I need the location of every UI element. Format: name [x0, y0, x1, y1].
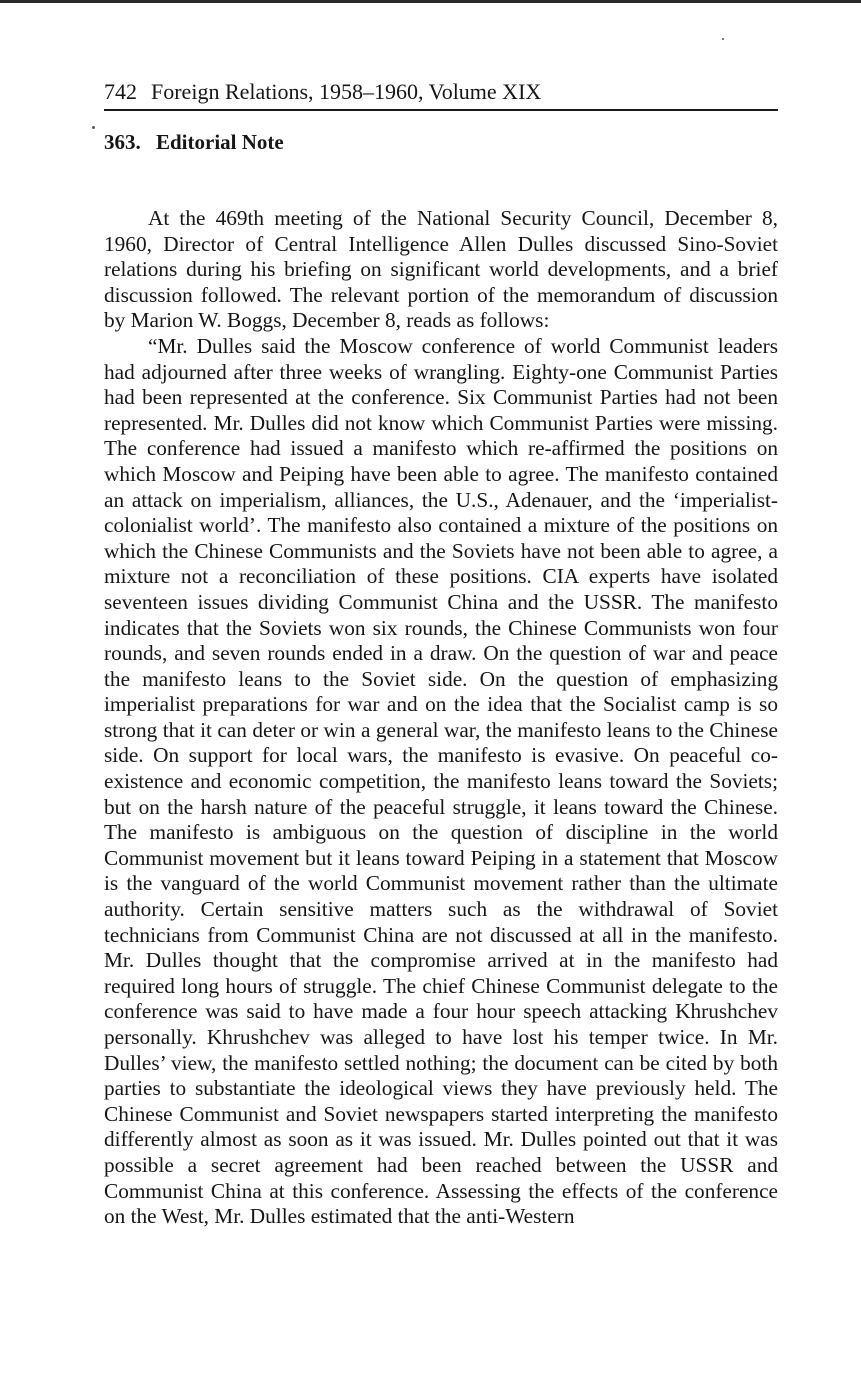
body-text [104, 206, 778, 1230]
paragraph-quote: “Mr. Dulles said the Moscow conference of world Communist leaders had adjourned after three weeks of wrangling. Eighty-one Communist Parties had been represented at the conference. Six Communist Parties had not been represented. Mr. Dulles did not know which Communist Parties were missing. The conference had issued a manifesto which re-affirmed the positions on which Moscow and Peiping have been able to agree. The manifesto contained an attack on imperialism, alliances, the U.S., Adenauer, and the ‘imperialist-colonialist world’. The manifesto also contained a mixture of the positions on which the Chinese Communists and the Soviets have not been able to agree, a mixture not a reconciliation of these positions. CIA experts have isolated seventeen issues dividing Communist China and the USSR. The manifesto indicates that the Soviets won six rounds, the Chinese Communists won four rounds, and seven rounds ended in a draw. On the question of war and peace the manifesto leans to the Soviet side. On the question of emphasizing imperialist preparations for war and on the idea that the Socialist camp is so strong that it can deter or win a general war, the manifesto leans to the Chinese side. On support for local wars, the manifesto is evasive. On peaceful co-existence and economic competition, the manifesto leans toward the Soviets; but on the harsh nature of the peaceful struggle, it leans toward the Chinese. The manifesto is ambiguous on the question of discipline in the world Communist movement but it leans toward Peiping in a statement that Moscow is the vanguard of the world Communist movement rather than the ultimate authority. Certain sensitive matters such as the withdrawal of Soviet technicians from Communist China are not discussed at all in the manifesto. Mr. Dulles thought that the compromise arrived at in the manifesto had required long hours of struggle. The chief Chinese Communist delegate to the conference was said to have made a four hour speech attacking Khrushchev personally. Khrushchev was alleged to have lost his temper twice. In Mr. Dulles’ view, the manifesto settled nothing; the document can be cited by both parties to substantiate the ideological views they have previously held. The Chinese Communist and Soviet newspapers started interpreting the manifesto differently almost as soon as it was issued. Mr. Dulles pointed out that it was possible a secret agreement had been reached between the USSR and Communist China at this conference. Assessing the effects of the conference on the West, Mr. Dulles estimated that the anti-Western [104, 333, 778, 1229]
scan-speck [722, 38, 724, 40]
scan-speck [92, 126, 95, 129]
page-top-edge [0, 0, 861, 3]
document-number: 363. [104, 130, 141, 154]
paragraph-intro: At the 469th meeting of the National Security Council, December 8, 1960, Director of Central Intelligence Allen Dulles discussed Sino-Soviet relations during his briefing on significant world developments, and a brief discussion followed. The relevant portion of the memorandum of discussion by Marion W. Boggs, December 8, reads as follows: [104, 206, 778, 333]
document-page [104, 78, 778, 1230]
running-head [104, 78, 778, 111]
page-number: 742 [104, 79, 137, 104]
document-heading [104, 128, 778, 156]
volume-title: Foreign Relations, 1958–1960, Volume XIX [151, 79, 542, 104]
document-title: Editorial Note [156, 130, 284, 154]
